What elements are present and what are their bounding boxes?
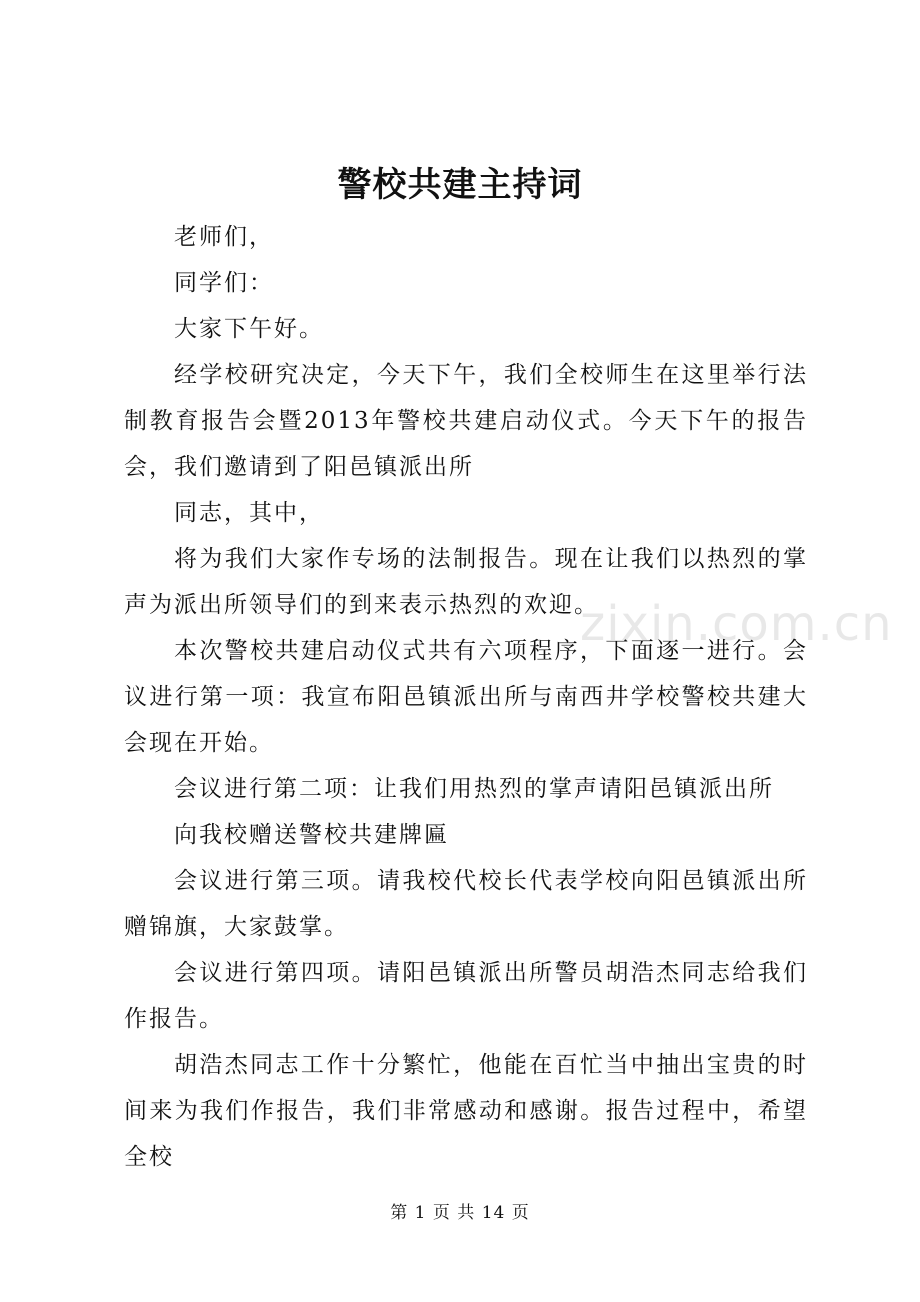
page-footer: 第 1 页 共 14 页: [390, 1203, 530, 1223]
watermark: zixin.com.cn: [580, 596, 893, 652]
paragraph: 经学校研究决定，今天下午，我们全校师生在这里举行法制教育报告会暨2013年警校共建启动仪式。今天下午的报告会，我们邀请到了阳邑镇派出所: [124, 362, 808, 480]
paragraph: 大家下午好。: [174, 316, 324, 342]
paragraph: 会议进行第四项。请阳邑镇派出所警员胡浩杰同志给我们作报告。: [124, 960, 808, 1032]
paragraph: 老师们，: [174, 224, 274, 250]
paragraph: 会议进行第二项：让我们用热烈的掌声请阳邑镇派出所: [174, 776, 774, 802]
paragraph: 会议进行第三项。请我校代校长代表学校向阳邑镇派出所赠锦旗，大家鼓掌。: [124, 868, 808, 940]
paragraph: 同志，其中，: [174, 500, 324, 526]
paragraph: 胡浩杰同志工作十分繁忙，他能在百忙当中抽出宝贵的时间来为我们作报告，我们非常感动和感谢。报告过程中，希望全校: [124, 1052, 808, 1170]
paragraph: 本次警校共建启动仪式共有六项程序，下面逐一进行。会议进行第一项：我宣布阳邑镇派出所与南西井学校警校共建大会现在开始。: [124, 638, 808, 756]
paragraph: 将为我们大家作专场的法制报告。现在让我们以热烈的掌声为派出所领导们的到来表示热烈的欢迎。: [124, 546, 808, 618]
paragraph: 同学们：: [174, 270, 274, 296]
document-title: 警校共建主持词: [337, 165, 583, 205]
paragraph: 向我校赠送警校共建牌匾: [174, 822, 449, 848]
document-body: [124, 214, 808, 1180]
